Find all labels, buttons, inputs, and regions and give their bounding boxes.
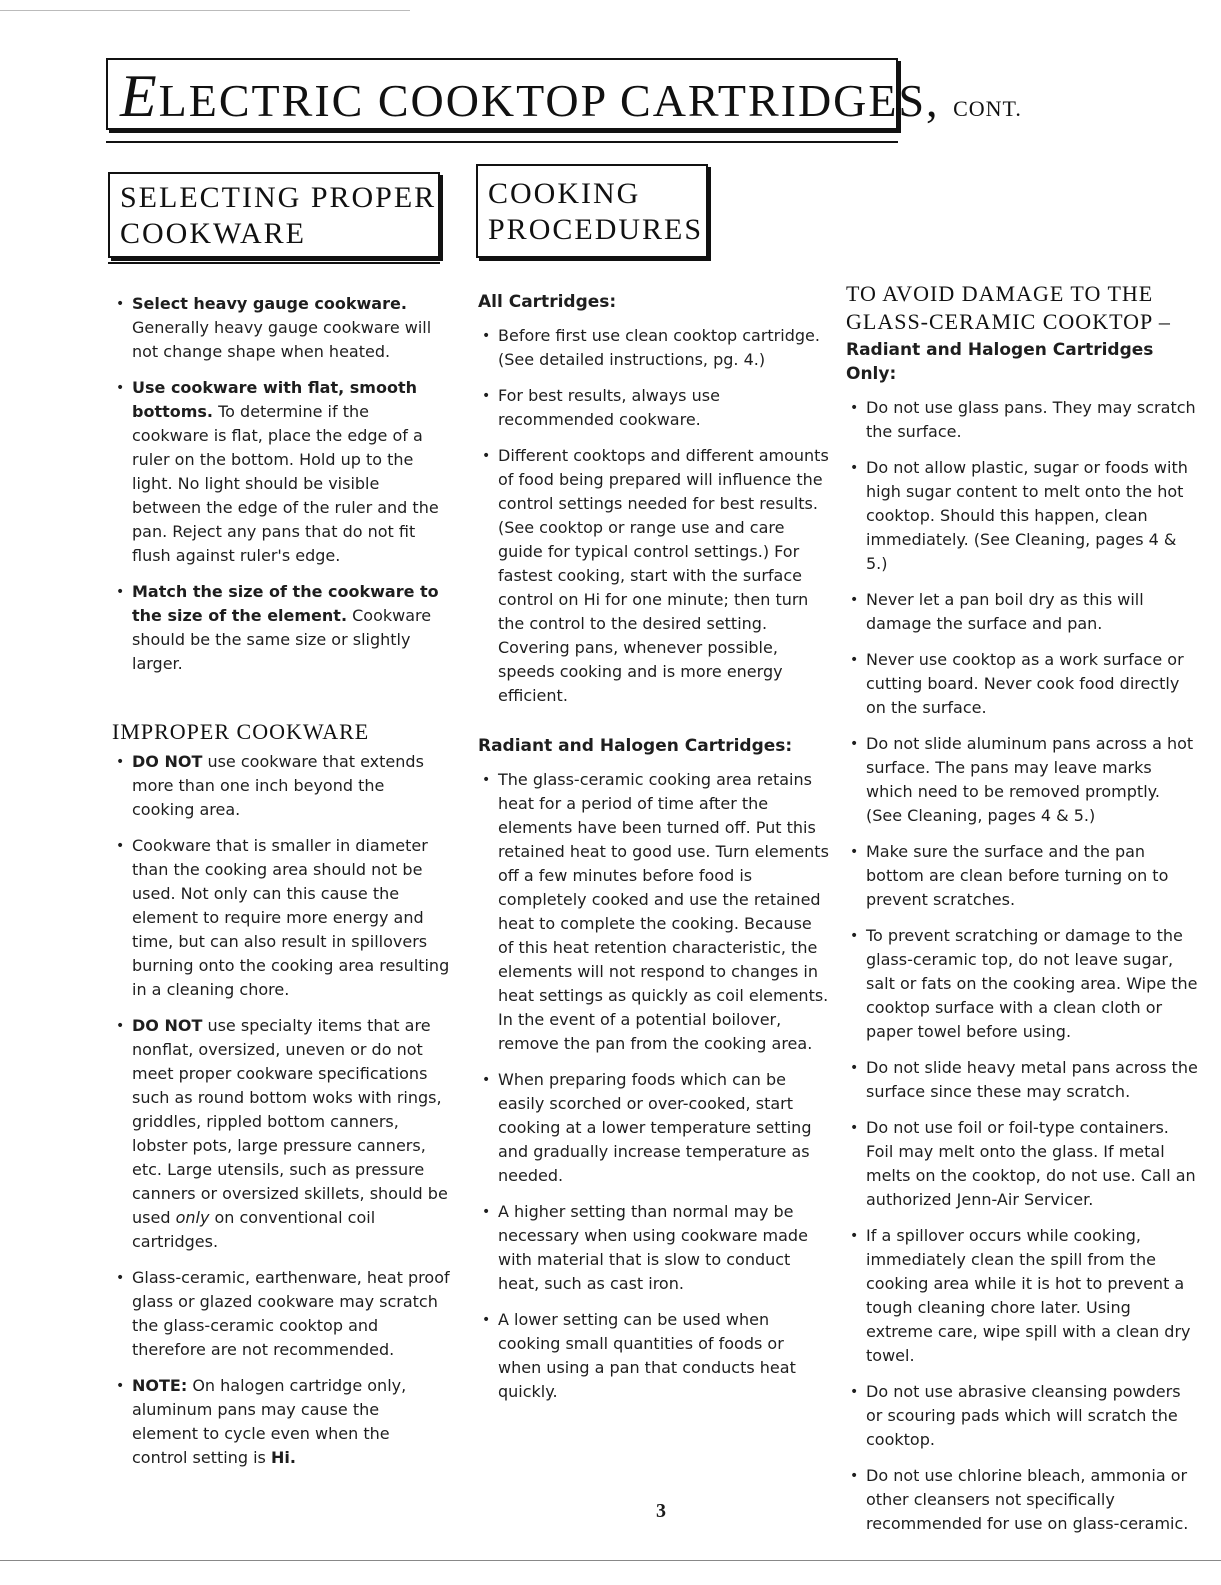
cooking-heading <box>488 176 703 248</box>
improper-heading: IMPROPER COOKWARE <box>112 719 370 744</box>
avoid-damage-heading <box>846 280 1198 336</box>
selecting-list <box>112 292 450 676</box>
right-column <box>846 280 1198 1548</box>
all-cartridges-heading: All Cartridges: <box>478 292 617 312</box>
page-title <box>120 62 1022 131</box>
bottom-rule <box>0 1560 1221 1561</box>
list-item: • Select heavy gauge cookware. Generally heavy gauge cookware will not change shape when heated. <box>112 292 450 364</box>
selecting-heading-line2: COOKWARE <box>120 217 306 250</box>
list-item: • To prevent scratching or damage to the glass-ceramic top, do not leave sugar, salt or fats on the cooking area. Wipe the cooktop surface with a clean cloth or paper towel before using. <box>846 924 1198 1044</box>
list-item: • The glass-ceramic cooking area retains heat for a period of time after the elements have been turned off. Put this retained heat to good use. Turn elements off a few minutes before food is completely cooked and use the retained heat to complete the cooking. Because of this heat retention characteristic, the elements will not respond to changes in heat settings as quickly as coil elements. In the event of a potential boilover, remove the pan from the cooking area. <box>478 768 830 1056</box>
cooking-heading-line1: COOKING <box>488 177 641 210</box>
list-item: • Do not use abrasive cleansing powders or scouring pads which will scratch the cooktop. <box>846 1380 1198 1452</box>
selecting-heading <box>120 180 436 252</box>
list-item: • Match the size of the cookware to the size of the element. Cookware should be the same size or slightly larger. <box>112 580 450 676</box>
selecting-heading-line1: SELECTING PROPER <box>120 181 437 214</box>
left-column <box>112 292 450 1482</box>
list-item: • Do not slide heavy metal pans across the surface since these may scratch. <box>846 1056 1198 1104</box>
title-main: LECTRIC COOKTOP CARTRIDGES, <box>158 75 940 126</box>
title-rule <box>106 141 898 143</box>
selecting-heading-box <box>108 172 440 258</box>
middle-column <box>478 290 830 1416</box>
list-item: • If a spillover occurs while cooking, immediately clean the spill from the cooking area while it is hot to prevent a tough cleaning chore later. Using extreme care, wipe spill with a clean dry towel. <box>846 1224 1198 1368</box>
list-item: • Do not use chlorine bleach, ammonia or other cleansers not specifically recommended for use on glass-ceramic. <box>846 1464 1198 1536</box>
improper-list <box>112 750 450 1470</box>
avoid-list <box>846 396 1198 1536</box>
main-title-box <box>106 58 1022 130</box>
list-item: • Do not allow plastic, sugar or foods with high sugar content to melt onto the hot cooktop. Should this happen, clean immediately. (See Cleaning, pages 4 & 5.) <box>846 456 1198 576</box>
list-item: • For best results, always use recommended cookware. <box>478 384 830 432</box>
radiant-halogen-heading: Radiant and Halogen Cartridges: <box>478 736 793 756</box>
list-item: • NOTE: On halogen cartridge only, aluminum pans may cause the element to cycle even when the control setting is Hi. <box>112 1374 450 1470</box>
avoid-heading-line1: TO AVOID DAMAGE TO THE <box>846 281 1154 306</box>
scan-artifact-line <box>0 10 410 11</box>
list-item: • Glass-ceramic, earthenware, heat proof glass or glazed cookware may scratch the glass-ceramic cooktop and therefore are not recommended. <box>112 1266 450 1362</box>
radiant-halogen-list <box>478 768 830 1404</box>
all-cartridges-list <box>478 324 830 708</box>
list-item: • Never use cooktop as a work surface or cutting board. Never cook food directly on the surface. <box>846 648 1198 720</box>
list-item: • Use cookware with flat, smooth bottoms. To determine if the cookware is flat, place the edge of a ruler on the bottom. Hold up to the light. No light should be visible between the edge of the ruler and the pan. Reject any pans that do not fit flush against ruler's edge. <box>112 376 450 568</box>
list-item: • Cookware that is smaller in diameter than the cooking area should not be used. Not only can this cause the element to require more energy and time, but can also result in spillovers burning onto the cooking area resulting in a cleaning chore. <box>112 834 450 1002</box>
list-item: • Make sure the surface and the pan bottom are clean before turning on to prevent scratches. <box>846 840 1198 912</box>
title-initial: E <box>120 63 159 129</box>
list-item: • Do not use glass pans. They may scratch the surface. <box>846 396 1198 444</box>
title-cont: CONT. <box>953 96 1022 121</box>
list-item: • A higher setting than normal may be necessary when using cookware made with material that is slow to conduct heat, such as cast iron. <box>478 1200 830 1296</box>
cooking-heading-box <box>476 164 708 258</box>
list-item: • DO NOT use cookware that extends more than one inch beyond the cooking area. <box>112 750 450 822</box>
list-item: • A lower setting can be used when cooking small quantities of foods or when using a pan that conducts heat quickly. <box>478 1308 830 1404</box>
list-item: • Do not slide aluminum pans across a hot surface. The pans may leave marks which need to be removed promptly. (See Cleaning, pages 4 & 5.) <box>846 732 1198 828</box>
list-item: • Before first use clean cooktop cartridge. (See detailed instructions, pg. 4.) <box>478 324 830 372</box>
list-item: • DO NOT use specialty items that are nonflat, oversized, uneven or do not meet proper cookware specifications such as round bottom woks with rings, griddles, rippled bottom canners, lobster pots, large pressure canners, etc. Large utensils, such as pressure canners or oversized skillets, should be used only on conventional coil cartridges. <box>112 1014 450 1254</box>
list-item: • When preparing foods which can be easily scorched or over-cooked, start cooking at a lower temperature setting and gradually increase temperature as needed. <box>478 1068 830 1188</box>
avoid-heading-line2: GLASS-CERAMIC COOKTOP – <box>846 309 1171 334</box>
selecting-rule <box>108 262 440 264</box>
list-item: • Do not use foil or foil-type containers. Foil may melt onto the glass. If metal melts on the cooktop, do not use. Call an authorized Jenn-Air Servicer. <box>846 1116 1198 1212</box>
list-item: • Never let a pan boil dry as this will damage the surface and pan. <box>846 588 1198 636</box>
page-number: 3 <box>656 1500 666 1522</box>
avoid-subheading: Radiant and Halogen Cartridges Only: <box>846 340 1154 384</box>
cooking-heading-line2: PROCEDURES <box>488 213 704 246</box>
list-item: • Different cooktops and different amounts of food being prepared will influence the control settings needed for best results. (See cooktop or range use and care guide for typical control settings.) For fastest cooking, start with the surface control on Hi for one minute; then turn the control to the desired setting. Covering pans, whenever possible, speeds cooking and is more energy efficient. <box>478 444 830 708</box>
